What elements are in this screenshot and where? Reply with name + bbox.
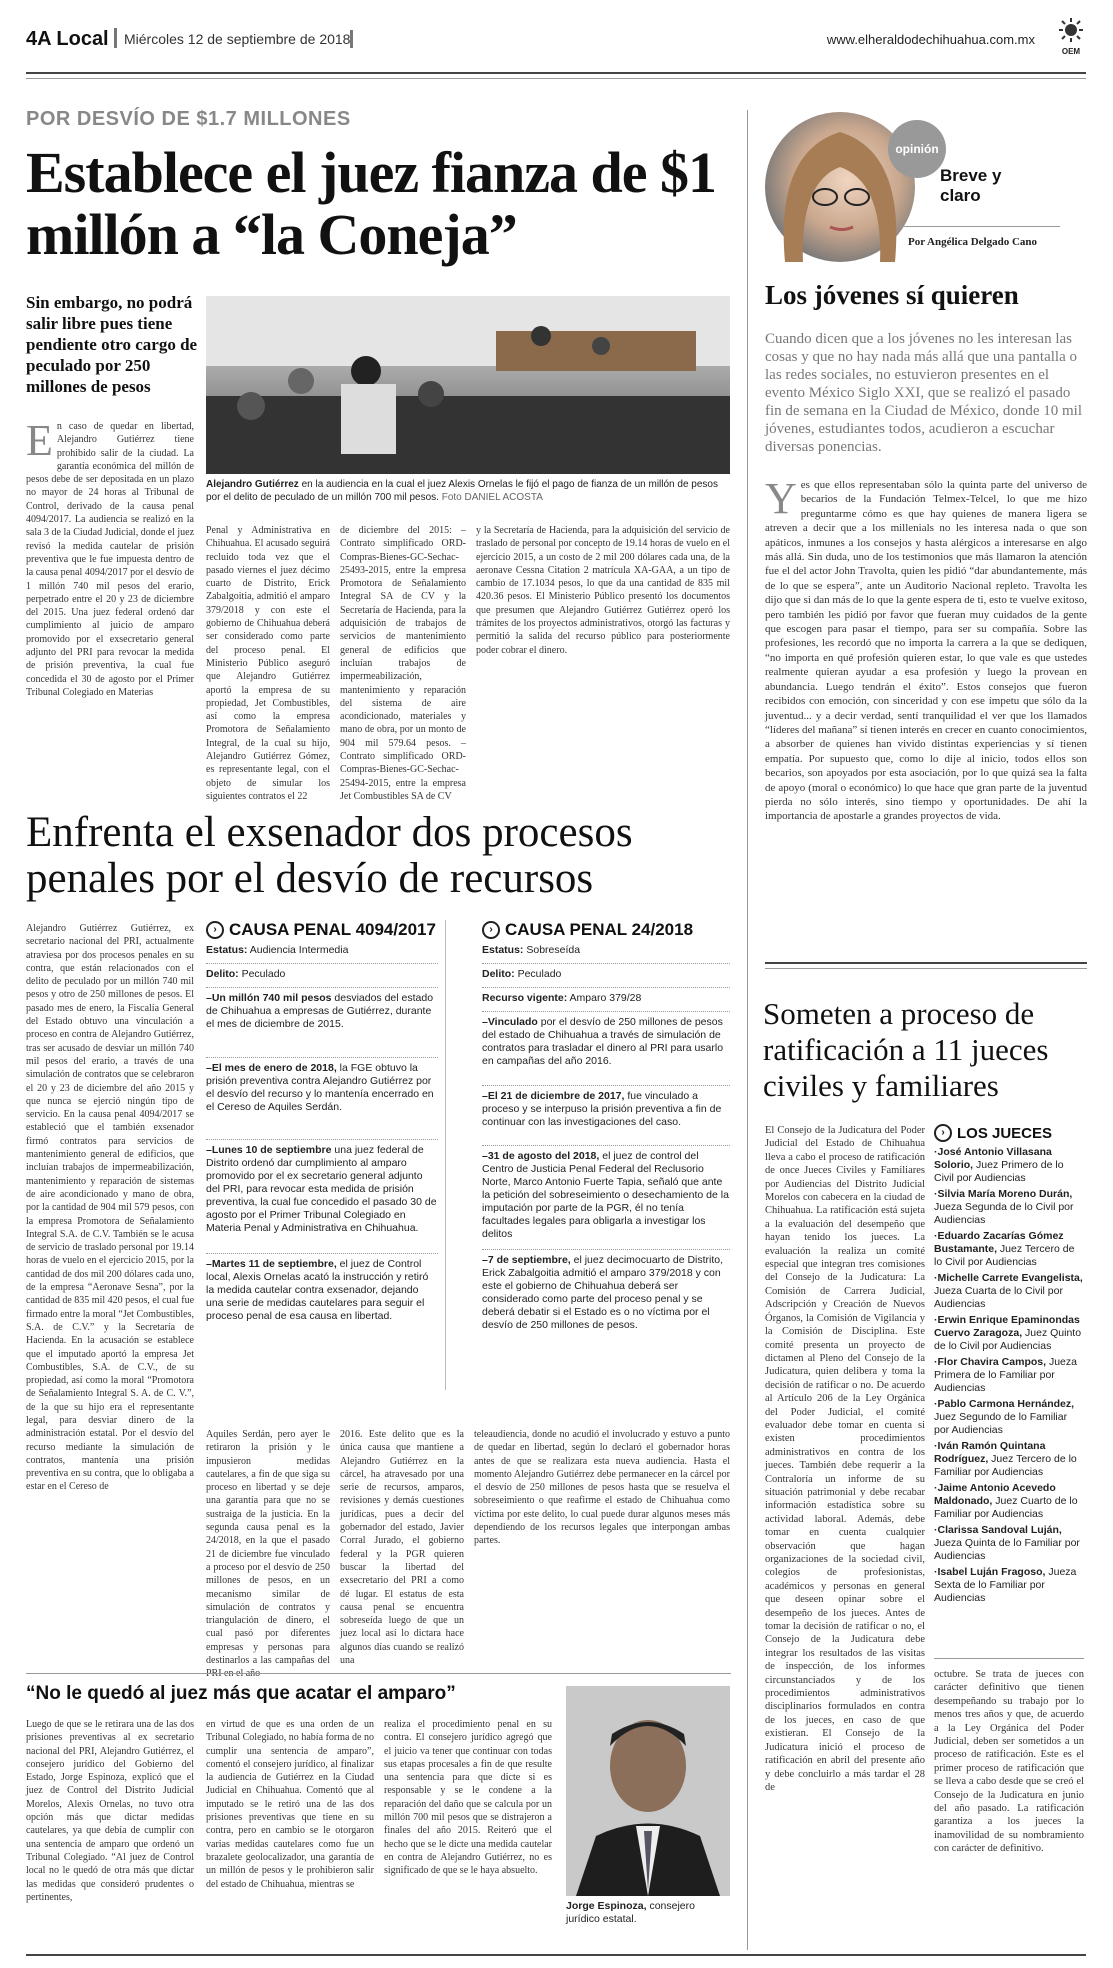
deck: Sin embargo, no podrá salir libre pues tiene pendiente otro cargo de peculado por 250 millones de pesos bbox=[26, 293, 198, 396]
opinion-body bbox=[765, 474, 1087, 954]
value: Audiencia Intermedia bbox=[247, 944, 349, 956]
publication-date: Miércoles 12 de septiembre de 2018 bbox=[124, 31, 351, 47]
courtroom-photo bbox=[206, 296, 730, 474]
chevron-right-icon: › bbox=[934, 1124, 952, 1142]
article-column: 2016. Este delito que es la única causa que mantiene a Alejandro Gutiérrez en la cárcel, ha atravesado por una serie de recursos, amparos, revisiones y demás cuestiones jurídicas, pues a decir del gobernador del estado, Javier Corral Jurado, el gobierno federal y la PGR quieren buscar la libertad del exsecretario del PRI a como dé lugar. El estatus de esta causa penal se encuentra sobreseída luego de que un juez local así lo dictara hace algunos días cuando se realizó una bbox=[340, 1429, 464, 1667]
event-text: desviados del estado de Chihuahua a empresas de Gutiérrez, durante el mes de diciembre de 2015. bbox=[206, 992, 434, 1030]
value: Peculado bbox=[514, 968, 562, 980]
column-name: Breve y claro bbox=[940, 166, 1002, 205]
juez-role: Jueza Segunda de lo Civil por Audiencias bbox=[934, 1201, 1074, 1226]
juez-name: ·Jaime Antonio Acevedo Maldonado, bbox=[934, 1482, 1056, 1507]
article-column: Luego de que se le retirara una de las dos prisiones preventivas al ex secretario nacional del PRI, Alejandro Gutiérrez, el consejero jurídico del Gobierno del Estado, Jorge Espinoza, explicó que el juez de Control del Distrito Judicial Morelos, Alexis Ornelas, no tuvo otra opción más que dictar medidas cautelares, ya que debía de cumplir con una sentencia de amparo que ordenó un Tribunal Colegiado. “Al juez de Control local no le quedó de otra más que dictar las medidas que consideró prudentes o pertinentes, bbox=[26, 1719, 194, 1903]
column-divider bbox=[747, 110, 748, 1950]
jueces-box bbox=[934, 1124, 1084, 1608]
portrait-caption bbox=[566, 1900, 730, 1926]
box-rule bbox=[934, 1658, 1084, 1659]
event-date: –Lunes 10 de septiembre bbox=[206, 1144, 332, 1156]
juez-item bbox=[934, 1188, 1084, 1227]
juez-role: Jueza Sexta de lo Familiar por Audiencias bbox=[934, 1566, 1077, 1604]
event-date: –Martes 11 de septiembre, bbox=[206, 1258, 337, 1270]
delito-row bbox=[206, 964, 438, 988]
event-row bbox=[206, 1058, 438, 1140]
header-rule bbox=[26, 78, 1086, 79]
opinion-badge: opinión bbox=[888, 120, 946, 178]
juez-item bbox=[934, 1440, 1084, 1479]
kicker: POR DESVÍO DE $1.7 MILLONES bbox=[26, 108, 351, 130]
sunburst-icon bbox=[1056, 18, 1086, 42]
footer-rule bbox=[26, 1954, 1086, 1956]
event-date: –7 de septiembre, bbox=[482, 1254, 571, 1266]
causa-box-24 bbox=[482, 920, 730, 1338]
article-column: realiza el procedimiento penal en su contra. El consejero jurídico agregó que el juicio va tener que continuar con todas sus etapas procesales a fin de que resulte una sentencia para que dicte si es responsable y se le condene a la reparación del daño que se calcula por un millón 700 mil pesos que se distrajeron a finales del año 2015. Reiteró que el hecho que se le dicte una medida cautelar en contra de Alejandro Gutiérrez, no es significado de que se le haya absuelto. bbox=[384, 1719, 552, 1877]
event-text: fue vinculado a proceso y se interpuso la prisión preventiva a fin de continuar con las investigaciones del caso. bbox=[482, 1090, 722, 1128]
header-divider bbox=[114, 28, 117, 48]
dropcap: E bbox=[26, 416, 53, 465]
article-column: El Consejo de la Judicatura del Poder Judicial del Estado de Chihuahua lleva a cabo el proceso de ratificación de once Jueces Civiles y Familiares por Audiencias del Distrito Judicial Morelos con cabecera en la ciudad de Chihuahua. La ratificación está sujeta a la evaluación del desempeño que hayan tenido los jueces. La evaluación la realiza un comité especial que integran tres comisiones del Consejo de la Judicatura: La Comisión de Carrera Judicial, Adscripción y Creación de Nuevos Órganos, la Comisión de Vigilancia y la Comisión de Disciplina. Este comité presenta un proyecto de dictamen al Pleno del Consejo de la Judicatura, quien delibera y toma la decisión de ratificar o no. De acuerdo al Artículo 206 de la Ley Orgánica del Poder Judicial, el comité evaluador debe tomar en cuenta si existen procedimientos administrativos en contra de los jueces. También debe requerir a la Contraloría un informe de su situación patrimonial y debe recabar información estadística sobre su actividad laboral. Además, debe tomar en cuenta cualquier observación que hagan organizaciones de la sociedad civil, colegios de profesionistas, académicos y personas en general que deseen opinar sobre el desempeño de los jueces. Antes de tomar la decisión de ratificar o no, el Consejo de la Judicatura debe integrar los resultados de las visitas de inspección, de los informes circunstanciados y de los procedimientos administrativos disciplinarios formulados en contra de los jueces, en caso de que existieran. El Consejo de la Judicatura inició el proceso de ratificación en abril del presente año y debe concluirlo a más tardar el 28 de bbox=[765, 1125, 925, 1793]
section-rule bbox=[765, 968, 1087, 969]
estatus-row bbox=[206, 940, 438, 964]
label: Recurso vigente: bbox=[482, 992, 568, 1004]
quote-headline: “No le quedó al juez más que acatar el amparo” bbox=[26, 1683, 456, 1704]
article-column: de diciembre del 2015: –Contrato simplificado ORD-Compras-Bienes-GC-Sechac-25493-2015, entre la empresa Promotora de Señalamiento Integral SA de CV y la Secretaría de Hacienda, para la adquisición de trabajos de servicios de mantenimiento general de edificios que incluían trabajos de impermeabilización, mantenimiento y reparación del sistema de aire acondicionado, materiales y mano de obra, por un monto de 904 mil 579.64 pesos. –Contrato simplificado ORD-Compras-Bienes-GC-Sechac-25494-2015, entre la empresa Jet Combustibles SA de CV bbox=[340, 525, 466, 802]
juez-name: ·Erwin Enrique Epaminondas Cuervo Zaragoza, bbox=[934, 1314, 1080, 1339]
chevron-right-icon: › bbox=[482, 921, 500, 939]
article-column: octubre. Se trata de jueces con carácter definitivo que tienen desempeñando su trabajo por lo menos tres años y que, de acuerdo a la Ley Orgánica del Poder Judicial, deben ser sometidos a un proceso de ratificación. Este es el primer proceso de ratificación que se lleva a cabo desde que se creó el Consejo de la Judicatura en junio del año pasado. La ratificación garantiza a los jueces la inamovilidad de su nombramiento con carácter de definitivo. bbox=[934, 1669, 1084, 1855]
event-row bbox=[482, 1250, 730, 1338]
estatus-row bbox=[482, 940, 730, 964]
juez-item bbox=[934, 1482, 1084, 1521]
juez-item bbox=[934, 1356, 1084, 1395]
juez-name: ·Pablo Carmona Hernández, bbox=[934, 1398, 1075, 1410]
opinion-lead: Cuando dicen que a los jóvenes no les interesan las cosas y que no hay nada más allá que una pantalla o las redes sociales, no estuvieron presentes en el evento México Siglo XXI, que se realizó el pasado fin de semana en la Ciudad de México, donde 10 mil jóvenes, estudiantes todos, acudieron a escuchar diversas ponencias. bbox=[765, 331, 1082, 455]
article-column: Penal y Administrativa en Chihuahua. El acusado seguirá recluido toda vez que el pasado viernes el juez décimo cuarto de Distrito, Erick Zabalgoitia, admitió el amparo 379/2018 y con este el gobierno de Chihuahua deberá ser considerado como parte del proceso penal. El Ministerio Público aseguró que Alejandro Gutiérrez aportó la empresa de su propiedad, Jet Combustibles, así como la empresa Promotora de Señalamiento Integral, de la cual su hijo, Alejandro Gutiérrez Gómez, es representante legal, con el objeto de simular los siguientes contratos el 22 bbox=[206, 525, 330, 802]
causa-divider bbox=[445, 920, 446, 1390]
caption-text: consejero jurídico estatal. bbox=[566, 1900, 695, 1925]
second-headline: Enfrenta el exsenador dos procesos penales por el desvío de recursos bbox=[26, 809, 633, 902]
event-text: el juez de Control local, Alexis Ornelas acató la instrucción y retiró la medida cautelar contra exsenador, dejando una serie de medidas cautelares para seguir el proceso penal de esa causa en libertad. bbox=[206, 1258, 429, 1322]
byline-rule bbox=[900, 226, 1060, 227]
header-divider bbox=[350, 30, 353, 48]
juez-name: ·Iván Ramón Quintana Rodríguez, bbox=[934, 1440, 1046, 1465]
label: Estatus: bbox=[206, 944, 248, 956]
causa-title: CAUSA PENAL 4094/2017 bbox=[229, 920, 436, 939]
oem-logo bbox=[1056, 18, 1086, 54]
article-column: Aquiles Serdán, pero ayer le retiraron la prisión y le impusieron medidas cautelares, a fin de que siga su proceso en libertad y se deje una garantía para que no se sustraiga de la justicia. En la segunda causa penal es la 24/2018, en la que el pasado 21 de diciembre fue vinculado a proceso por el desvío de 250 millones de pesos, en un mecanismo similar de simulación de contratos y triangulación de dinero, el cual pasó por diferentes empresas y personas para destinarlos a las campañas del bbox=[206, 1429, 330, 1667]
logo-text: OEM bbox=[1061, 47, 1081, 56]
juez-name: ·Eduardo Zacarías Gómez Bustamante, bbox=[934, 1230, 1064, 1255]
causa-heading bbox=[206, 920, 438, 940]
juez-item bbox=[934, 1524, 1084, 1563]
event-row bbox=[206, 1254, 438, 1329]
juez-role: Jueza Primera de lo Familiar por Audiencias bbox=[934, 1356, 1077, 1394]
juez-role: Jueza Cuarta de lo Civil por Audiencias bbox=[934, 1285, 1063, 1310]
juez-item bbox=[934, 1398, 1084, 1437]
juez-role: Juez Cuarto de lo Familiar por Audiencias bbox=[934, 1495, 1078, 1520]
event-row bbox=[206, 1140, 438, 1254]
juez-name: ·Isabel Luján Fragoso, bbox=[934, 1566, 1046, 1578]
juez-item bbox=[934, 1272, 1084, 1311]
event-row bbox=[206, 988, 438, 1058]
event-date: –31 de agosto del 2018, bbox=[482, 1150, 600, 1162]
juez-name: ·José Antonio Villasana Solorio, bbox=[934, 1146, 1052, 1171]
event-text: el juez decimocuarto de Distrito, Erick Zabalgoitia admitió el amparo 379/2018 y con este el gobierno de Chihuahua deberá ser considerado como parte del proceso penal y se deberá debatir si el Estado es o no víctima por el desvío de 250 millones de pesos. bbox=[482, 1254, 724, 1331]
third-headline: Someten a proceso de ratificación a 11 jueces civiles y familiares bbox=[763, 996, 1049, 1103]
juez-role: Juez Segundo de lo Familiar por Audiencias bbox=[934, 1411, 1068, 1436]
event-text: una juez federal de Distrito ordenó dar cumplimiento al amparo promovido por el ex secretario general adjunto del PRI, para revocar esta medida de prisión preventiva, la cual fue concedido el pasado 30 de agosto por el Primer Tribunal Colegiado en Materia Penal y Administrativa en Chihuahua. bbox=[206, 1144, 437, 1234]
article-column: teleaudiencia, donde no acudió el involucrado y estuvo a punto de quedar en libertad, según lo declaró el gobernador horas antes de que se realizara esta nueva audiencia. Hasta el momento Alejandro Gutiérrez debe permanecer en la cárcel por el desvío de 250 millones de pesos hasta que se resuelva el sobreseimiento o que reafirme el estado de Chihuahua como víctima por este delito, lo cual puede durar algunos meses más dependiendo de los recursos legales que interpongan ambas partes. bbox=[474, 1429, 730, 1547]
value: Peculado bbox=[238, 968, 286, 980]
event-date: –Vinculado bbox=[482, 1016, 538, 1028]
event-date: –El mes de enero de 2018, bbox=[206, 1062, 337, 1074]
delito-row bbox=[482, 964, 730, 988]
juez-name: ·Michelle Carrete Evangelista, bbox=[934, 1272, 1083, 1284]
event-row bbox=[482, 1146, 730, 1250]
juez-role: Juez Quinto de lo Civil por Audiencias bbox=[934, 1327, 1082, 1352]
value: Sobreseída bbox=[523, 944, 581, 956]
recurso-row bbox=[482, 988, 730, 1012]
event-date: –Un millón 740 mil pesos bbox=[206, 992, 332, 1004]
juez-role: Juez Tercero de lo Civil por Audiencias bbox=[934, 1243, 1075, 1268]
event-row bbox=[482, 1012, 730, 1086]
causa-box-4094 bbox=[206, 920, 438, 1329]
event-date: –El 21 de diciembre de 2017, bbox=[482, 1090, 625, 1102]
jueces-title: LOS JUECES bbox=[957, 1124, 1053, 1142]
article-column: Alejandro Gutiérrez Gutiérrez, ex secretario nacional del PRI, actualmente atraviesa por dos procesos penales en su contra, que están relacionados con el delito de peculado por un millón 740 mil pesos y otro de 250 millones de pesos. El pasado mes de enero, la Fiscalía General del Estado obtuvo una vinculación a proceso en contra de Alejandro Gutiérrez, tras ser acusado de desviar un millón 740 mil pesos del erario, a través de una simulación de contratos que se celebraron el 20 y 23 de diciembre del año 2015 y que nunca se ejerció ningún tipo de servicio. En la causa penal 4094/2017 se estableció que el también exsenador firmó contratos para servicios de mantenimiento general de edificios, que incluían trabajos de impermeabilización, mantenimiento y reparación de sistemas de aire acondicionado y mano de obra, por la cantidad de 904 mil 579 pesos, con la empresa Promotora de Señalamiento Integral S.A. de C.V. También se le acusa de servicio de traslado personal por 19.14 horas de vuelo en el ejercicio 2015, por la cantidad de dos mil 200 dólares cada uno, de la empresa “Aeronave Sesna”, por la cantidad de 835 mil 420 pesos, el cual fue firmado entre la moral “Jet Combustibles, S.A. de C.V.” y la Secretaría de Hacienda. En la acusación se establece que el imputado aportó la empresa Jet Combustibles, S.A. de C.V., de su propiedad, así como la moral “Promotora de Señalamiento Integral S. A. de C. V.”, de la que su hijo era el representante legal, para desviar dinero de la administración estatal. Por el desvío del recurso mediante la simulación de contratos, mantenía una prisión preventiva en su contra, que lo obligaba a estar en el Cereso de bbox=[26, 923, 195, 1493]
article-column: y la Secretaría de Hacienda, para la adquisición del servicio de traslado de personal por concepto de 19.14 horas de vuelo en el ejercicio 2015, a un costo de 2 mil 200 dólares cada una, de la aeronave Cessna Citation 2 matrícula XA-GAA, a un tipo de cambio de 17.1034 pesos, lo que da una cantidad de 835 mil 420.36 pesos. El Ministerio Público presentó los documentos que presumen que Alejandro Gutiérrez Gutiérrez operó los trámites de los proyectos administrativos, otorgó las facturas y permitió la salida del recurso público para posteriormente poder cobrar el dinero. bbox=[476, 525, 730, 656]
juez-role: Juez Primero de lo Civil por Audiencias bbox=[934, 1159, 1064, 1184]
dropcap: Y bbox=[765, 474, 797, 523]
section-rule bbox=[765, 962, 1087, 964]
chevron-right-icon: › bbox=[206, 921, 224, 939]
caption-credit: Foto DANIEL ACOSTA bbox=[438, 492, 543, 503]
juez-role: Juez Tercero de lo Familiar por Audiencias bbox=[934, 1453, 1077, 1478]
juez-item bbox=[934, 1230, 1084, 1269]
article-column: en virtud de que es una orden de un Tribunal Colegiado, no había forma de no cumplir una sentencia de amparo”, comentó el consejero jurídico, al finalizar la audiencia de Gutiérrez en la Ciudad Judicial en Chihuahua. Comentó que al imputado se le retiró una de las dos prisiones preventivas que tiene en su contra, pero en cambio se le otorgaron varias medidas cautelares como fue un brazalete geolocalizador, una garantía de un millón de pesos y le prohibieron salir del estado de Chihuahua, mientras se bbox=[206, 1719, 374, 1890]
juez-item bbox=[934, 1314, 1084, 1353]
photo-caption bbox=[206, 478, 730, 504]
byline: Por Angélica Delgado Cano bbox=[908, 236, 1038, 248]
caption-name: Alejandro Gutiérrez bbox=[206, 479, 299, 490]
page-section-label: 4A Local bbox=[26, 28, 109, 50]
label: Delito: bbox=[206, 968, 239, 980]
header-rule bbox=[26, 72, 1086, 74]
causa-title: CAUSA PENAL 24/2018 bbox=[505, 920, 694, 939]
jueces-heading bbox=[934, 1124, 1084, 1142]
caption-name: Jorge Espinoza, bbox=[566, 1900, 647, 1912]
value: Amparo 379/28 bbox=[567, 992, 642, 1004]
juez-item bbox=[934, 1146, 1084, 1185]
label: Estatus: bbox=[482, 944, 524, 956]
opinion-title: Los jóvenes sí quieren bbox=[765, 280, 1019, 310]
jueces-list bbox=[934, 1146, 1084, 1605]
causa-heading bbox=[482, 920, 730, 940]
portrait-photo bbox=[566, 1686, 730, 1896]
event-text: la FGE obtuvo la prisión preventiva contra Alejandro Gutiérrez por el desvío del recurso y lo mantenía encerrado en el Cereso de Aquiles Serdán. bbox=[206, 1062, 434, 1113]
juez-role: Jueza Quinta de lo Familiar por Audiencias bbox=[934, 1537, 1080, 1562]
main-headline: Establece el juez fianza de $1 millón a “la Coneja” bbox=[26, 140, 717, 267]
section-rule bbox=[26, 1673, 731, 1674]
event-row bbox=[482, 1086, 730, 1146]
event-text: por el desvío de 250 millones de pesos del estado de Chihuahua a través de simulación de contratos para trasladar el dinero al PRI para usarlo en campañas del año 2016. bbox=[482, 1016, 724, 1067]
caption-text: en la audiencia en la cual el juez Alexis Ornelas le fijó el pago de fianza de un millón de pesos por el delito de peculado de un millón 700 mil pesos. bbox=[206, 479, 718, 503]
article-column bbox=[26, 416, 195, 788]
juez-name: ·Flor Chavira Campos, bbox=[934, 1356, 1047, 1368]
juez-name: ·Clarissa Sandoval Luján, bbox=[934, 1524, 1062, 1536]
article-text: es que ellos representaban sólo la quinta parte del universo de becarios de la Fundación Telmex-Telcel, lo que me hizo preguntarme cómo es que hay quienes de manera ligera se atreven a decir que a los millenials no les interesa nada o que son apáticos, inmunes a los consejos y hasta alérgicos a interesarse en algo más allá. Sin duda, uno de los testimonios que más llamaron la atención fue el del actor John Travolta, quien les pidió “dar abundantemente, más de lo que se espera”, ante un Auditorio Nacional repleto. Travolta les dijo que si dan más de lo que la gente espera de ti, esto te vuelve exitoso, pero también les pidió por favor que fueran muy cuidados de la gente que escogen para pasar el tiempo, para ser su compañía. Sobre las profesiones, les recordó que no importa la carrera a la que se dediquen, “no importa en qué profesión quieren estar, lo que vale es que ustedes realmente quieran ayudar a esa profesión y luego la provean en abundancia. Luego tendrán el éxito”. Estos consejos que fueron recibidos con emoción, con sinceridad y con ese ímpetu que sólo da la juventud... y a decir verdad, sentí tranquilidad el ver que los llamados “líderes del mañana” sí tienen interés en crecer en cuanto conocimientos, a absorber de quienes han vivido distintas experiencias y sí tienen empatía. Por supuesto que, como lo dije al inicio, todos ellos son becarios, son apoyados por esta asociación, por lo que quizá sea la falta de apoyo (moral o económico) lo que hace que gran parte de la juventud pierda no sólo interés, sino tiempo y oportunidades. De ahí la importancia de apostarle a grandes proyectos de vida. bbox=[765, 479, 1087, 823]
juez-item bbox=[934, 1566, 1084, 1605]
juez-name: ·Silvia María Moreno Durán, bbox=[934, 1188, 1073, 1200]
label: Delito: bbox=[482, 968, 515, 980]
website-url[interactable]: www.elheraldodechihuahua.com.mx bbox=[826, 32, 1035, 47]
article-text: n caso de quedar en libertad, Alejandro Gutiérrez tiene prohibido salir de la ciudad. La garantía económica del millón de pesos debe de ser depositada en un plazo no mayor de 24 horas al Tribunal de Control, derivado de la causa penal 4094/2017. La audiencia se realizó en la sala 3 de la Ciudad Judicial, donde el juez revisó la medida cautelar de prisión preventiva que le fue impuesta dentro de la causa penal 4094/2017 por el desvío de 1 millón 740 mil pesos del erario, perpetrado entre el 20 y 23 de diciembre del 2015. Una juez federal ordenó dar cumplimiento al juicio de amparo promovido por el exsecretario general adjunto del PRI para revocar la medida de prisión preventiva, la cual fue concedida el 30 de agosto por el Primer Tribunal Colegiado en Materias bbox=[26, 421, 195, 698]
event-text: el juez de control del Centro de Justicia Penal Federal del Reclusorio Norte, Marco Antonio Fuerte Tapia, señaló que ante la petición del sobreseimiento o desechamiento de la imputación por parte de la PGR, él no tenía facultades legales para obligarla a investigar los delitos bbox=[482, 1150, 729, 1240]
